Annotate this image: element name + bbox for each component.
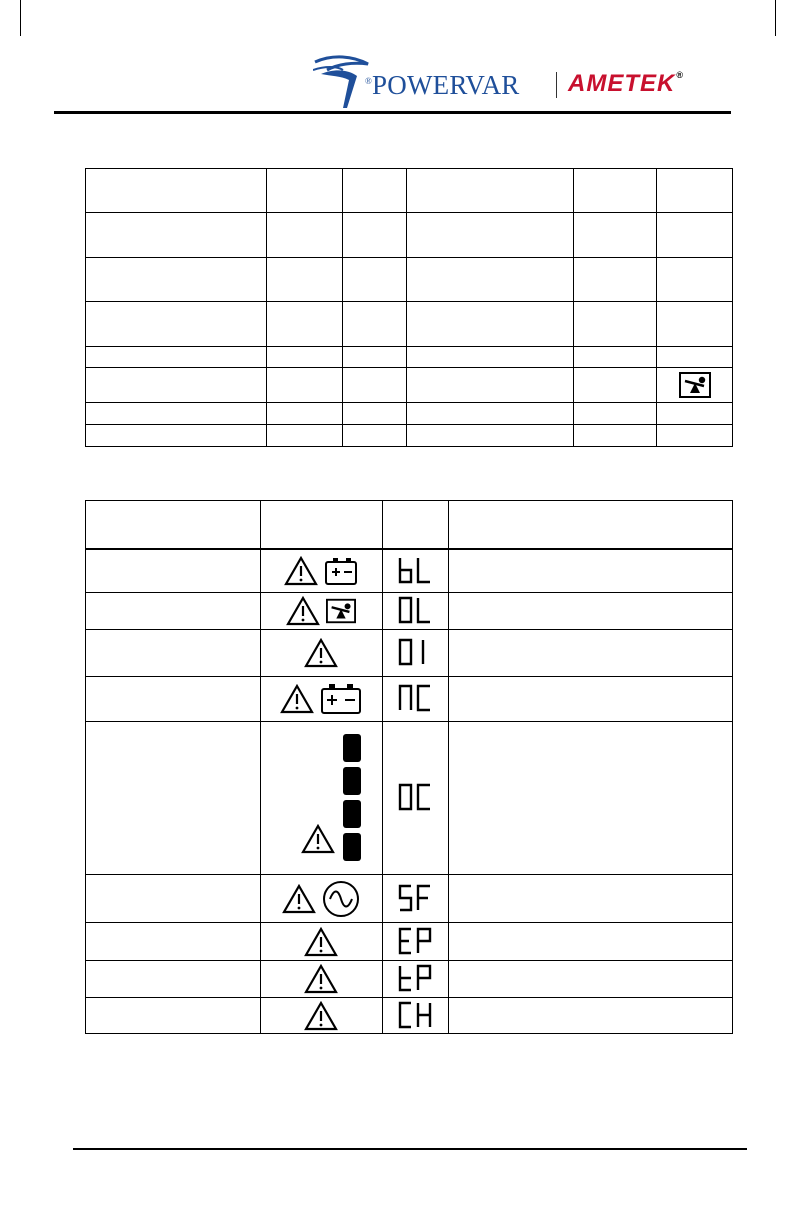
table-row <box>86 630 733 677</box>
crop-mark-top-left <box>20 0 21 36</box>
battery-icon <box>324 557 358 585</box>
warning-icon <box>301 824 335 854</box>
battery-icon <box>320 683 362 715</box>
ametek-trademark: ® <box>676 70 684 80</box>
table-row <box>86 923 733 961</box>
battery-level-bar <box>343 833 361 861</box>
lcd-code-oc <box>397 783 433 813</box>
table-row <box>86 302 733 347</box>
powervar-trademark: ® <box>365 76 373 86</box>
table-row <box>86 368 733 403</box>
table-row <box>86 258 733 302</box>
lcd-code-oi <box>397 638 433 668</box>
overload-icon <box>326 598 356 624</box>
table-row <box>86 677 733 722</box>
ac-sine-icon <box>322 880 360 918</box>
warning-icon <box>282 884 316 914</box>
battery-level-bar <box>343 800 361 828</box>
table-row <box>86 875 733 923</box>
table-row <box>86 722 733 875</box>
warning-icon <box>304 964 338 994</box>
table-row <box>86 169 733 213</box>
table-row <box>86 998 733 1034</box>
indicator-table <box>85 168 733 447</box>
lcd-code-tp <box>397 964 433 994</box>
lcd-code-bl <box>397 556 433 586</box>
table-row <box>86 549 733 593</box>
table-row <box>86 403 733 425</box>
table-header-row <box>86 501 733 549</box>
powervar-swoosh-icon <box>313 52 373 110</box>
crop-mark-top-right <box>775 0 776 36</box>
warning-icon <box>304 927 338 957</box>
header-rule <box>54 111 731 114</box>
powervar-wordmark: POWERVAR <box>372 70 520 100</box>
warning-icon <box>304 638 338 668</box>
table-row <box>86 961 733 998</box>
overload-icon <box>679 372 711 398</box>
logo-separator <box>556 72 557 98</box>
table-row <box>86 425 733 447</box>
warning-icon <box>304 1001 338 1031</box>
lcd-code-nc <box>397 684 433 714</box>
lcd-code-ol <box>397 596 433 626</box>
warning-icon <box>280 684 314 714</box>
lcd-code-ep <box>397 927 433 957</box>
powervar-logo <box>313 52 553 110</box>
battery-level-bar <box>343 734 361 762</box>
warning-icon <box>286 596 320 626</box>
table-row <box>86 213 733 258</box>
lcd-code-ch <box>397 1001 433 1031</box>
battery-level-bars <box>343 734 361 862</box>
lcd-code-sf <box>397 884 433 914</box>
ametek-wordmark: AMETEK <box>568 70 676 97</box>
footer-rule <box>73 1148 747 1150</box>
battery-level-bar <box>343 767 361 795</box>
table-row <box>86 347 733 368</box>
fault-code-table <box>85 500 733 1034</box>
warning-icon <box>284 556 318 586</box>
table-row <box>86 593 733 630</box>
ametek-logo <box>568 70 684 98</box>
